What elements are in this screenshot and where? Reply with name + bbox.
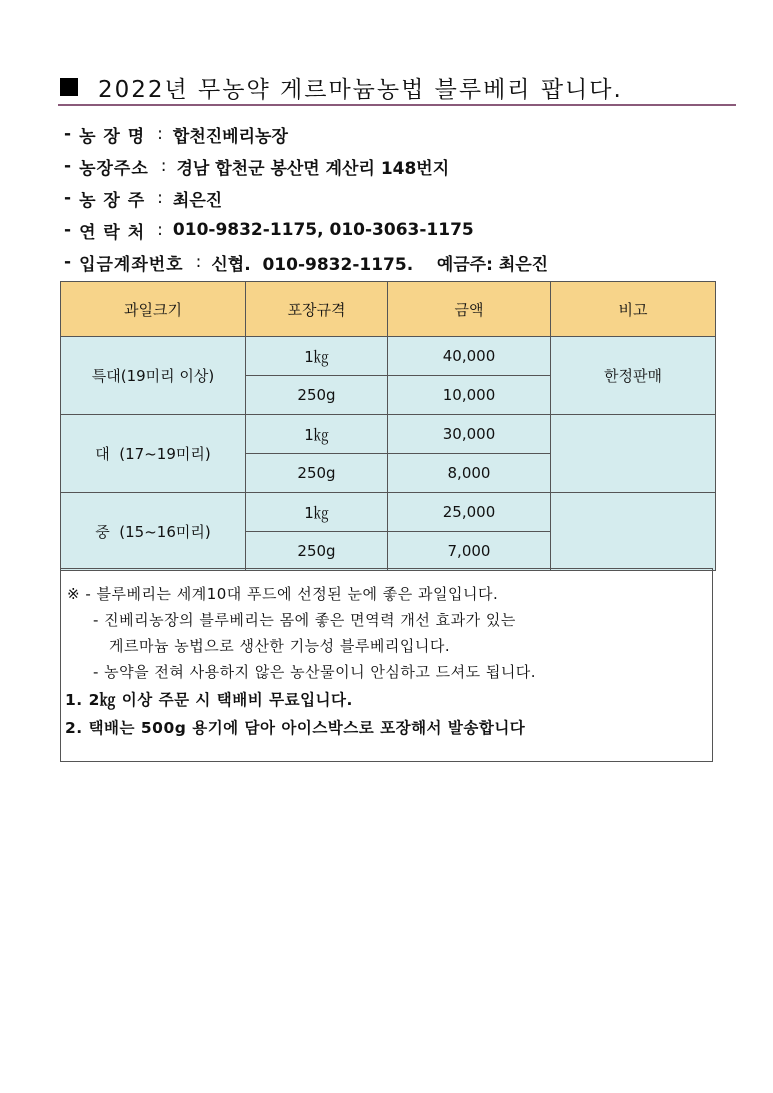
table-row	[61, 415, 716, 454]
info-row-owner: - 농 장 주 : 최은진	[64, 182, 548, 214]
info-row-account: - 입금계좌번호 : 신협. 010-9832-1175. 예금주: 최은진	[64, 246, 548, 278]
price-cell: 7,000	[388, 532, 551, 571]
pack-cell: 1㎏	[246, 337, 388, 376]
info-value: 010-9832-1175, 010-3063-1175	[172, 220, 474, 240]
info-label: 입금계좌번호	[79, 254, 184, 275]
farm-info	[64, 118, 548, 278]
header-size: 과일크기	[61, 282, 246, 337]
pack-cell: 1㎏	[246, 493, 388, 532]
note-line: ※ - 블루베리는 세계10대 푸드에 선정된 눈에 좋은 과일입니다.	[67, 585, 499, 603]
note-cell	[551, 493, 716, 571]
table-row	[61, 337, 716, 376]
title-row	[58, 70, 738, 104]
info-label: 연 락 처	[79, 222, 146, 243]
note-cell: 한정판매	[551, 337, 716, 415]
size-cell: 중 (15~16미리)	[61, 493, 246, 571]
info-label: 농장주소	[79, 158, 149, 179]
header-note: 비고	[551, 282, 716, 337]
title-underline	[58, 104, 736, 106]
size-cell: 특대(19미리 이상)	[61, 337, 246, 415]
price-cell: 10,000	[388, 376, 551, 415]
info-row-farm-name: - 농 장 명 : 합천진베리농장	[64, 118, 548, 150]
price-cell: 40,000	[388, 337, 551, 376]
price-table	[60, 281, 716, 571]
note-line: 2. 택배는 500g 용기에 담아 아이스박스로 포장해서 발송합니다	[65, 719, 526, 737]
size-cell: 대 (17~19미리)	[61, 415, 246, 493]
note-line: 게르마늄 농법으로 생산한 기능성 블루베리입니다.	[109, 637, 451, 655]
note-line: - 농약을 전혀 사용하지 않은 농산물이니 안심하고 드셔도 됩니다.	[93, 663, 537, 681]
price-cell: 25,000	[388, 493, 551, 532]
header-pack: 포장규격	[246, 282, 388, 337]
note-line: - 진베리농장의 블루베리는 몸에 좋은 면역력 개선 효과가 있는	[93, 611, 516, 629]
info-value: 최은진	[172, 190, 223, 211]
header-price: 금액	[388, 282, 551, 337]
square-bullet-icon	[60, 78, 78, 96]
price-cell: 8,000	[388, 454, 551, 493]
info-value: 합천진베리농장	[172, 126, 288, 147]
pack-cell: 250g	[246, 376, 388, 415]
info-row-address: - 농장주소 : 경남 합천군 봉산면 계산리 148번지	[64, 150, 548, 182]
info-value: 경남 합천군 봉산면 계산리 148번지	[176, 158, 450, 179]
pack-cell: 250g	[246, 454, 388, 493]
pack-cell: 1㎏	[246, 415, 388, 454]
table-row	[61, 493, 716, 532]
pack-cell: 250g	[246, 532, 388, 571]
price-cell: 30,000	[388, 415, 551, 454]
page-title: 2022년 무농약 게르마늄농법 블루베리 팝니다.	[98, 76, 623, 103]
info-label: 농 장 명	[79, 126, 146, 147]
info-value: 신협. 010-9832-1175. 예금주: 최은진	[211, 254, 549, 275]
table-header-row	[61, 282, 716, 337]
note-line: 1. 2㎏ 이상 주문 시 택배비 무료입니다.	[65, 691, 353, 709]
notes-box	[60, 568, 713, 762]
info-row-contact: - 연 락 처 : 010-9832-1175, 010-3063-1175	[64, 214, 548, 246]
note-cell	[551, 415, 716, 493]
info-label: 농 장 주	[79, 190, 146, 211]
